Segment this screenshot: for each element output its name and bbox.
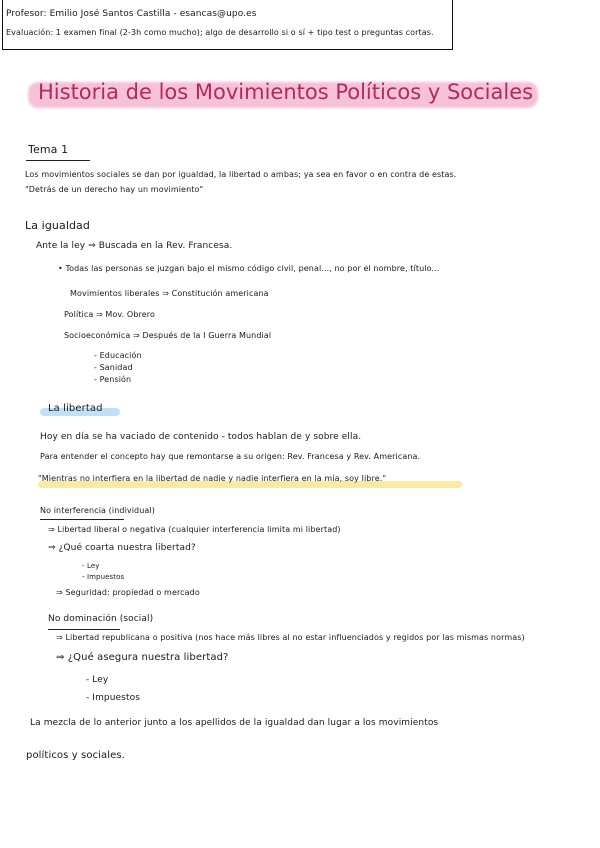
conclusion-line-1: La mezcla de lo anterior junto a los apellidos de la igualdad dan lugar a los movimientos	[30, 718, 439, 728]
tema-underline	[26, 160, 90, 161]
tema-heading: Tema 1	[28, 143, 69, 156]
header-professor: Profesor: Emilio José Santos Castilla - esancas@upo.es	[6, 9, 257, 19]
libertad-quote: "Mientras no interfiera en la libertad de nadie y nadie interfiera en la mía, soy libre."	[38, 474, 387, 483]
libertad-line-2: Para entender el concepto hay que remontarse a su origen: Rev. Francesa y Rev. Americana.	[40, 452, 421, 461]
conclusion-line-2: políticos y sociales.	[26, 750, 125, 761]
igualdad-bullet: • Todas las personas se juzgan bajo el mismo código civil, penal..., no por el nombre, título...	[58, 264, 440, 273]
page-title	[28, 78, 538, 108]
header-evaluation: Evaluación: 1 examen final (2-3h como mucho); algo de desarrollo si o sí + tipo test o preguntas cortas.	[6, 28, 434, 37]
list-item: - Ley	[86, 675, 109, 685]
seguridad: ⇒ Seguridad: propiedad o mercado	[56, 588, 200, 597]
list-item: - Pensión	[94, 375, 132, 384]
no-dominacion-heading: No dominación (social)	[48, 614, 154, 624]
list-item: - Impuestos	[86, 693, 140, 703]
list-item: - Impuestos	[82, 573, 125, 581]
mov-liberales: Movimientos liberales ⇒ Constitución americana	[70, 289, 269, 298]
no-dominacion-line-2: ⇒ ¿Qué asegura nuestra libertad?	[56, 652, 229, 663]
libertad-heading: La libertad	[48, 403, 103, 414]
no-interferencia-underline	[40, 519, 124, 520]
politica: Política ⇒ Mov. Obrero	[64, 310, 155, 319]
no-interferencia-line-2: ⇒ ¿Qué coarta nuestra libertad?	[48, 543, 196, 553]
no-dominacion-underline	[48, 629, 120, 630]
list-item: - Ley	[82, 562, 100, 570]
libertad-line-1: Hoy en día se ha vaciado de contenido - todos hablan de y sobre ella.	[40, 432, 362, 442]
intro-line-1: Los movimientos sociales se dan por igualdad, la libertad o ambas; ya sea en favor o en contra de estas.	[25, 170, 457, 179]
no-dominacion-line-1: ⇒ Libertad republicana o positiva (nos hace más libres al no estar influenciados y regidos por las mismas normas)	[56, 633, 525, 642]
ante-ley: Ante la ley ⇒ Buscada en la Rev. Francesa.	[36, 241, 233, 251]
intro-quote: "Detrás de un derecho hay un movimiento"	[25, 185, 204, 194]
list-item: - Sanidad	[94, 363, 133, 372]
no-interferencia-heading: No interferencia (individual)	[40, 506, 155, 515]
header-box	[2, 0, 453, 50]
title-text: Historia de los Movimientos Políticos y Sociales	[38, 80, 534, 104]
socioeconomica: Socioeconómica ⇒ Después de la I Guerra Mundial	[64, 331, 272, 340]
no-interferencia-line-1: ⇒ Libertad liberal o negativa (cualquier interferencia limita mi libertad)	[48, 525, 341, 534]
list-item: - Educación	[94, 351, 142, 360]
igualdad-heading: La igualdad	[25, 219, 90, 232]
